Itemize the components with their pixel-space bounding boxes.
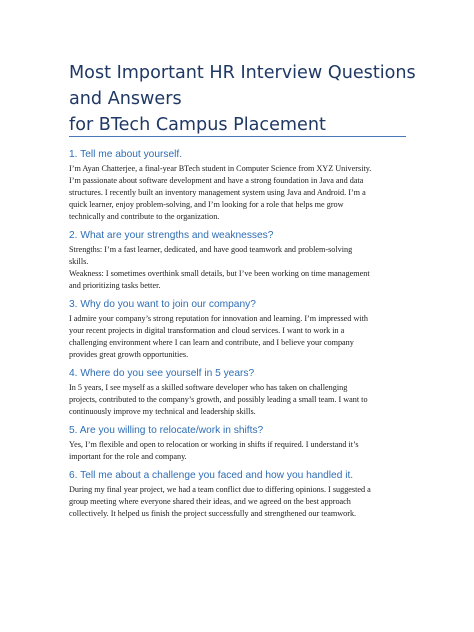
answer-line: Strengths: I’m a fast learner, dedicated, and have good teamwork and problem-solving	[69, 245, 353, 254]
answer-line: I’m Ayan Chatterjee, a final-year BTech student in Computer Science from XYZ University.	[69, 164, 372, 173]
answer-line: projects, contributed to the company’s growth, and possibly leading a small team. I want to	[69, 395, 368, 404]
answer-line: your recent projects in digital transformation and cloud services. I want to work in a	[69, 326, 345, 335]
answer-line: continuously improve my technical and leadership skills.	[69, 407, 256, 416]
document-title	[69, 60, 414, 138]
question-heading: 6. Tell me about a challenge you faced and how you handled it.	[69, 470, 354, 481]
answer-line: Yes, I’m flexible and open to relocation or working in shifts if required. I understand it’s	[69, 440, 359, 449]
answer-line: challenging environment where I can learn and contribute, and I believe your company	[69, 338, 354, 347]
answer-line: technically and contribute to the organization.	[69, 212, 220, 221]
answer-paragraph	[69, 439, 409, 463]
title-line: for BTech Campus Placement	[69, 115, 326, 135]
qa-section	[69, 298, 409, 361]
title-underline-divider	[69, 136, 406, 137]
answer-paragraph	[69, 313, 409, 361]
answer-paragraph	[69, 163, 409, 223]
answer-paragraph	[69, 244, 409, 292]
question-heading: 4. Where do you see yourself in 5 years?	[69, 368, 255, 379]
answer-line: and prioritizing tasks better.	[69, 281, 161, 290]
qa-section	[69, 229, 409, 292]
qa-section	[69, 469, 409, 520]
answer-line: quick learner, enjoy problem-solving, and I’m looking for a role that helps me grow	[69, 200, 344, 209]
answer-line: group meeting where everyone shared their ideas, and we agreed on the best approach	[69, 497, 351, 506]
question-heading: 3. Why do you want to join our company?	[69, 299, 256, 310]
qa-section	[69, 148, 409, 223]
answer-paragraph	[69, 382, 409, 418]
answer-line: skills.	[69, 257, 89, 266]
title-line: Most Important HR Interview Questions	[69, 63, 416, 83]
question-heading: 1. Tell me about yourself.	[69, 149, 183, 160]
answer-line: I admire your company’s strong reputation for innovation and learning. I’m impressed with	[69, 314, 368, 323]
answer-line: Weakness: I sometimes overthink small details, but I’ve been working on time management	[69, 269, 370, 278]
qa-section	[69, 424, 409, 463]
answer-line: During my final year project, we had a team conflict due to differing opinions. I suggested a	[69, 485, 371, 494]
question-heading: 2. What are your strengths and weaknesses?	[69, 230, 274, 241]
answer-line: important for the role and company.	[69, 452, 187, 461]
question-heading: 5. Are you willing to relocate/work in shifts?	[69, 425, 264, 436]
qa-section	[69, 367, 409, 418]
title-line: and Answers	[69, 89, 182, 109]
answer-line: I’m passionate about software development and have a strong foundation in Java and data	[69, 176, 364, 185]
qa-list	[69, 148, 409, 526]
answer-paragraph	[69, 484, 409, 520]
answer-line: structures. I recently built an inventory management system using Java and Android. I’m a	[69, 188, 366, 197]
answer-line: provides great growth opportunities.	[69, 350, 189, 359]
answer-line: In 5 years, I see myself as a skilled software developer who has taken on challenging	[69, 383, 348, 392]
answer-line: collectively. It helped us finish the project successfully and strengthened our teamwork.	[69, 509, 357, 518]
